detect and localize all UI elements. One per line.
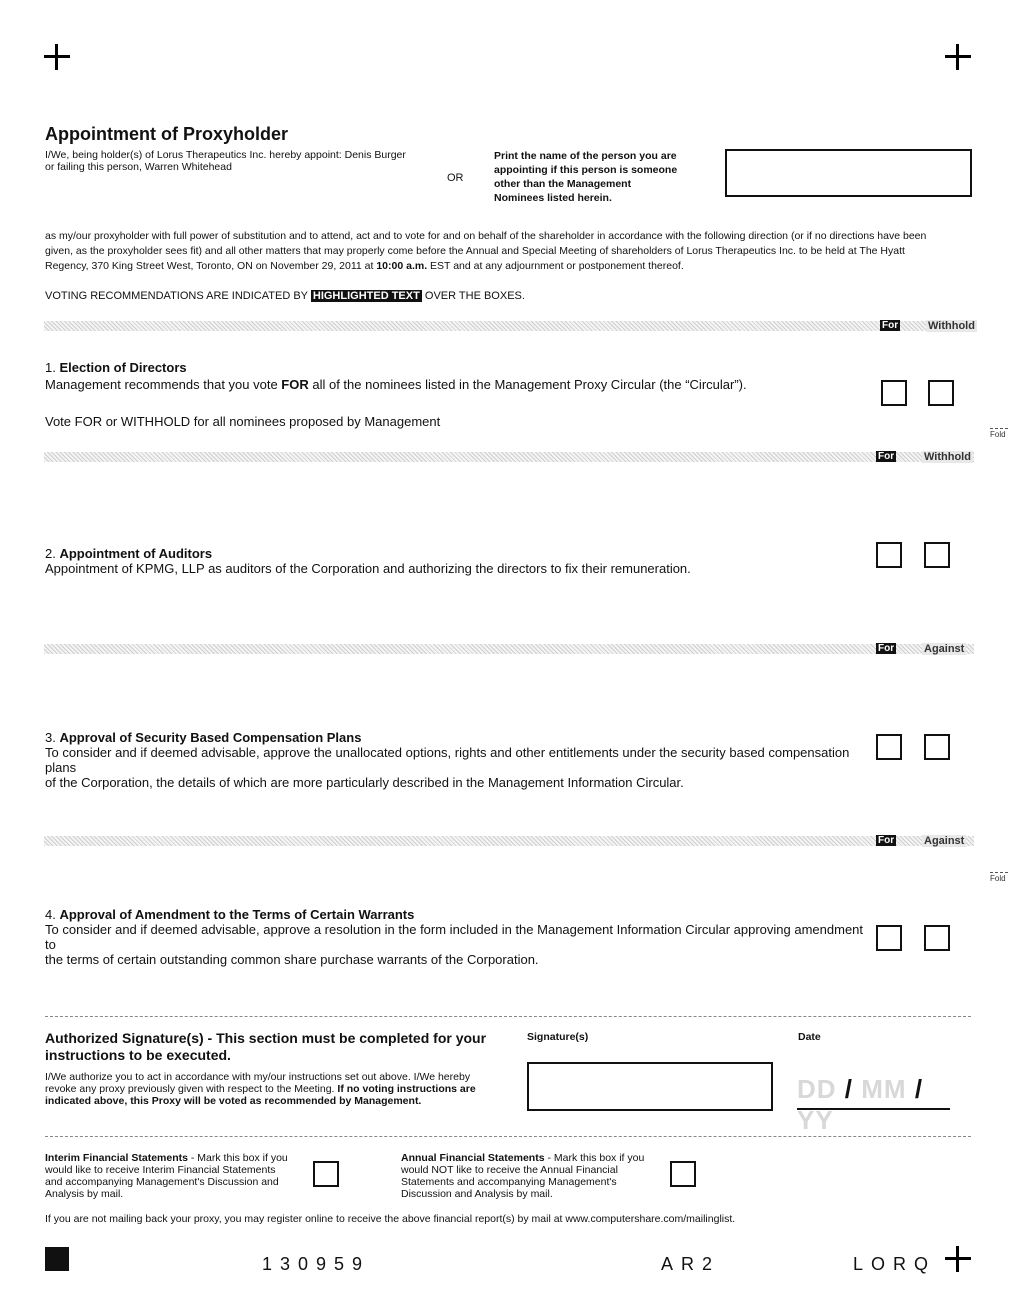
- item-3-number: 3.: [45, 730, 60, 745]
- divider-financial: [45, 1136, 971, 1137]
- annual-financial-text: [401, 1152, 666, 1200]
- appointment-title: Appointment of Proxyholder: [45, 124, 288, 144]
- item-2-title: Appointment of Auditors: [59, 546, 213, 561]
- fold-mark-1: Fold: [990, 428, 1008, 439]
- item-1-number: 1.: [45, 360, 60, 375]
- registration-mark-top-left: [44, 44, 70, 70]
- item-2-withhold-label: Withhold: [924, 451, 971, 463]
- mailing-list-note: If you are not mailing back your proxy, you may register online to receive the above financial report(s) by mail at www.computershare.com/mailinglist.: [45, 1213, 736, 1225]
- or-label: OR: [447, 172, 464, 184]
- annual-l2: would NOT like to receive the Annual Financial: [401, 1164, 618, 1176]
- registration-mark-top-right: [945, 44, 971, 70]
- body-line-3-c: EST and at any adjournment or postponement thereof.: [427, 260, 684, 272]
- fold-mark-2: Fold: [990, 872, 1008, 883]
- item-4-header-bar: [44, 836, 974, 846]
- interim-l1: - Mark this box if you: [187, 1152, 288, 1164]
- body-line-2: given, as the proxyholder sees fit) and all other matters that may properly come before the Annual and Special Meeting of shareholders of Lorus Therapeutics Inc. to be held at The Hyatt: [45, 245, 905, 257]
- signature-body-2: [45, 1083, 515, 1095]
- interim-line-1: [45, 1152, 310, 1164]
- date-slash-1: /: [844, 1074, 854, 1104]
- item-3-desc-2: of the Corporation, the details of which are more particularly described in the Management Information Circular.: [45, 775, 684, 790]
- annual-l4: Discussion and Analysis by mail.: [401, 1188, 553, 1200]
- interim-l3: and accompanying Management's Discussion and: [45, 1176, 279, 1188]
- item-2-header-bar: [44, 452, 974, 462]
- divider-signature: [45, 1016, 971, 1017]
- item-1-extra: Vote FOR or WITHHOLD for all nominees proposed by Management: [45, 414, 441, 429]
- item-2-withhold-checkbox[interactable]: [924, 542, 950, 568]
- voting-note-suffix: OVER THE BOXES.: [421, 290, 525, 302]
- item-1-desc-a: Management recommends that you vote: [45, 377, 282, 392]
- item-1-title: Election of Directors: [59, 360, 187, 375]
- footer-code-1: 130959: [262, 1254, 371, 1274]
- highlighted-text: HIGHLIGHTED TEXT: [312, 290, 420, 302]
- interim-title: Interim Financial Statements: [45, 1152, 188, 1164]
- annual-title: Annual Financial Statements: [401, 1152, 545, 1164]
- body-line-3: [45, 259, 975, 274]
- item-2-for-label: For: [878, 451, 895, 462]
- date-yy-placeholder: YY: [797, 1105, 834, 1135]
- signature-body: [45, 1071, 515, 1107]
- item-4-for-label: For: [878, 835, 895, 846]
- item-1: [45, 360, 865, 429]
- print-line-3: other than the Management: [494, 178, 632, 190]
- date-slash-2: /: [914, 1074, 924, 1104]
- print-line-1: Print the name of the person you are: [494, 150, 677, 162]
- signature-heading: [45, 1030, 515, 1064]
- print-line-2: appointing if this person is someone: [494, 164, 678, 176]
- print-line-4: Nominees listed herein.: [494, 192, 612, 204]
- item-1-for-label: For: [882, 320, 899, 331]
- item-4: [45, 907, 865, 967]
- registration-mark-bottom-right: [945, 1246, 971, 1272]
- signature-body-2-b: If no voting instructions are: [337, 1083, 476, 1095]
- annual-l3: Statements and accompanying Management's: [401, 1176, 617, 1188]
- signature-body-1: I/We authorize you to act in accordance with my/our instructions set out above. I/We hereby: [45, 1071, 471, 1083]
- voting-recommendation-note: [45, 290, 525, 303]
- item-3-against-checkbox[interactable]: [924, 734, 950, 760]
- item-4-for-checkbox[interactable]: [876, 925, 902, 951]
- item-4-desc-1: To consider and if deemed advisable, approve a resolution in the form included in the Management Information Circular approving amendment to: [45, 922, 864, 952]
- annual-line-1: [401, 1152, 666, 1164]
- item-1-withhold-label: Withhold: [928, 320, 975, 332]
- item-2-for-checkbox[interactable]: [876, 542, 902, 568]
- signature-input[interactable]: [527, 1062, 773, 1111]
- item-4-heading: [45, 907, 865, 922]
- date-mm-placeholder: MM: [861, 1074, 907, 1104]
- interim-l2: would like to receive Interim Financial Statements: [45, 1164, 276, 1176]
- item-1-header-bar: [44, 321, 974, 331]
- body-line-3-a: Regency, 370 King Street West, Toronto, ON on November 29, 2011 at: [45, 260, 377, 272]
- item-2: [45, 546, 865, 576]
- appointment-text: [45, 149, 445, 173]
- interim-financial-checkbox[interactable]: [313, 1161, 339, 1187]
- date-input[interactable]: [797, 1074, 950, 1135]
- date-label: Date: [798, 1031, 821, 1043]
- item-2-heading: [45, 546, 865, 561]
- item-2-desc: Appointment of KPMG, LLP as auditors of the Corporation and authorizing the directors to fix their remuneration.: [45, 561, 691, 576]
- signature-body-2-a: revoke any proxy previously given with respect to the Meeting.: [45, 1083, 338, 1095]
- item-4-against-checkbox[interactable]: [924, 925, 950, 951]
- signature-label: Signature(s): [527, 1031, 589, 1043]
- print-name-instructions: [494, 149, 714, 205]
- item-3-for-label: For: [878, 643, 895, 654]
- appointment-body: [45, 229, 975, 274]
- item-3-heading: [45, 730, 865, 745]
- appointment-line-2: or failing this person, Warren Whitehead: [45, 161, 232, 173]
- item-3-header-bar: [44, 644, 974, 654]
- item-1-desc: [45, 377, 865, 392]
- body-line-1: as my/our proxyholder with full power of substitution and to attend, act and to vote for and on behalf of the shareholder in accordance with the following direction (or if no directions have been: [45, 230, 927, 242]
- item-2-number: 2.: [45, 546, 60, 561]
- item-4-against-label: Against: [924, 835, 965, 847]
- footer-code-3: LORQ: [853, 1254, 937, 1274]
- footer-square-mark: [45, 1247, 69, 1271]
- item-1-withhold-checkbox[interactable]: [928, 380, 954, 406]
- signature-heading-1: Authorized Signature(s) - This section must be completed for your: [45, 1030, 487, 1046]
- item-1-for-checkbox[interactable]: [881, 380, 907, 406]
- item-3-desc-1: To consider and if deemed advisable, approve the unallocated options, rights and other entitlements under the security based compensation plans: [45, 745, 850, 775]
- date-dd-placeholder: DD: [797, 1074, 837, 1104]
- annual-l1: - Mark this box if you: [544, 1152, 645, 1164]
- item-3: [45, 730, 865, 790]
- appointment-line-1: I/We, being holder(s) of Lorus Therapeutics Inc. hereby appoint: Denis Burger: [45, 149, 406, 161]
- item-4-title: Approval of Amendment to the Terms of Certain Warrants: [59, 907, 415, 922]
- footer-code-2: AR2: [661, 1254, 721, 1274]
- voting-note-prefix: VOTING RECOMMENDATIONS ARE INDICATED BY: [45, 290, 311, 302]
- meeting-time: 10:00 a.m.: [376, 260, 428, 272]
- item-3-title: Approval of Security Based Compensation Plans: [59, 730, 362, 745]
- proxyholder-name-input[interactable]: [725, 149, 972, 197]
- item-1-heading: [45, 360, 865, 375]
- signature-body-3: indicated above, this Proxy will be voted as recommended by Management.: [45, 1095, 422, 1107]
- item-1-desc-c: all of the nominees listed in the Management Proxy Circular (the “Circular”).: [308, 377, 747, 392]
- annual-financial-checkbox[interactable]: [670, 1161, 696, 1187]
- interim-l4: Analysis by mail.: [45, 1188, 124, 1200]
- signature-heading-2: instructions to be executed.: [45, 1047, 231, 1063]
- item-4-desc-2: the terms of certain outstanding common share purchase warrants of the Corporation.: [45, 952, 539, 967]
- item-4-number: 4.: [45, 907, 60, 922]
- interim-financial-text: [45, 1152, 310, 1200]
- item-3-for-checkbox[interactable]: [876, 734, 902, 760]
- item-1-desc-b: FOR: [281, 377, 309, 392]
- item-3-against-label: Against: [924, 643, 965, 655]
